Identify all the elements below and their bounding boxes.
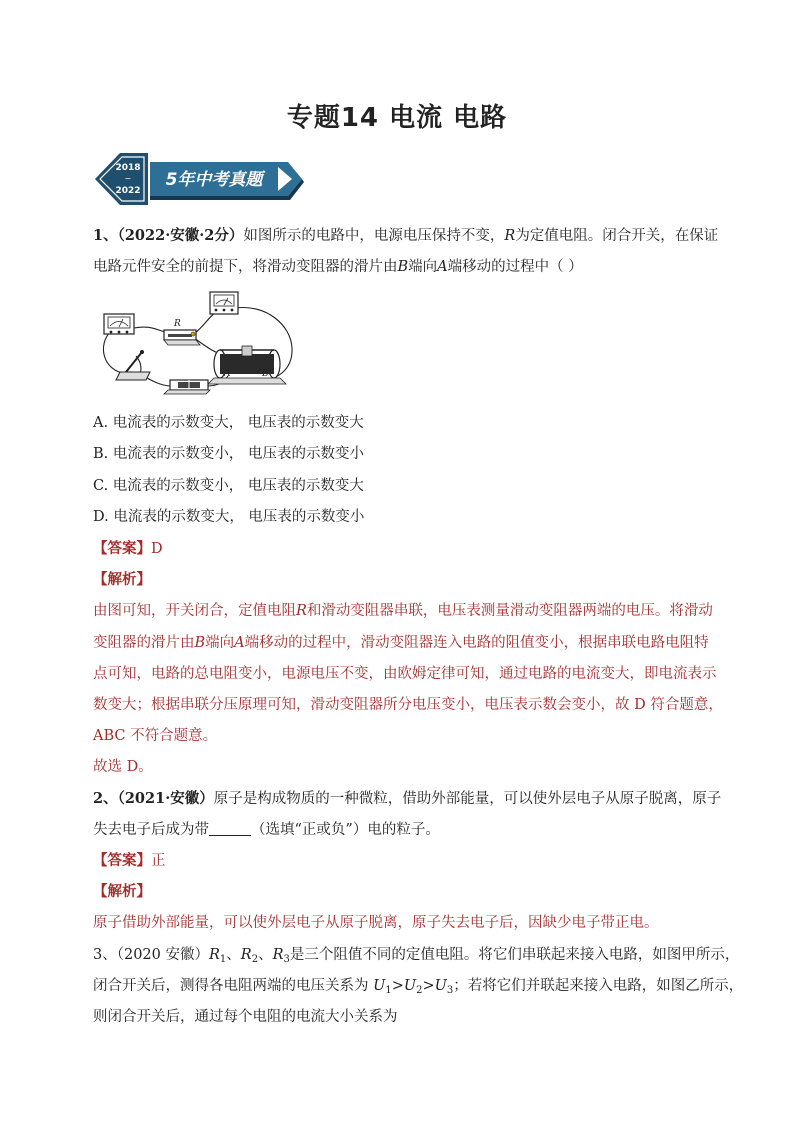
banner-year-dash: ~: [124, 174, 132, 183]
switch-icon: [116, 350, 150, 380]
battery-icon: [164, 380, 210, 394]
q1-analysis-label: 【解析】: [93, 571, 151, 588]
q1-option-c: C. 电流表的示数变小， 电压表的示数变大: [93, 478, 364, 494]
q1-analysis-line3: 点可知，电路的总电阻变小，电源电压不变，由欧姆定律可知，通过电路的电流变大，即电流表示: [93, 666, 717, 682]
q2-stem-line2: 失去电子后成为带 （选填“正或负”）电的粒子。: [93, 822, 440, 838]
q3-stem-line1: 3、（2020 安徽）$R_1$、$R_2$、$R_3$是三个阻值不同的定值电阻。将它们串联起来接入电路，如图甲所示，: [93, 947, 740, 965]
answer-blank: [209, 821, 251, 836]
q2-analysis-label: 【解析】: [93, 883, 151, 900]
q2-source: （2021·安徽）: [117, 790, 214, 807]
q1-analysis-line1: 由图可知，开关闭合，定值电阻R和滑动变阻器串联，电压表测量滑动变阻器两端的电压。将滑动: [93, 603, 713, 619]
section-banner: [92, 150, 304, 208]
q1-stem-line2: 电路元件安全的前提下，将滑动变阻器的滑片由B端向A端移动的过程中（ ）: [93, 259, 583, 275]
resistor-icon: [164, 330, 200, 345]
q2-answer: 【答案】正: [93, 852, 166, 869]
ammeter-icon: [104, 314, 134, 334]
resistor-label: R: [174, 319, 181, 329]
rheostat-label-a: A: [224, 369, 231, 379]
banner-label: 5年中考真题: [165, 170, 263, 190]
q1-source: （2022·安徽·2分）: [117, 227, 244, 244]
q1-analysis-line2: 变阻器的滑片由B端向A端移动的过程中，滑动变阻器连入电路的阻值变小，根据串联电路电阻特: [93, 635, 709, 651]
page-title: 专题14 电流 电路: [286, 103, 508, 133]
q2-number: 2、: [93, 790, 118, 807]
answer-label: 【答案】: [93, 852, 151, 869]
answer-label: 【答案】: [93, 540, 151, 557]
rheostat-icon: [208, 346, 286, 384]
banner-year-start: 2018: [115, 163, 141, 173]
q1-analysis-line5: ABC 不符合题意。: [93, 728, 218, 744]
q1-option-b: B. 电流表的示数变小， 电压表的示数变小: [93, 446, 364, 462]
q1-stem-line1: 1、（2022·安徽·2分）如图所示的电路中，电源电压保持不变，R为定值电阻。闭合开关，在保证: [93, 227, 719, 244]
q3-source: （2020 安徽）: [116, 947, 209, 963]
q1-number: 1、: [93, 227, 118, 244]
q1-conclusion: 故选 D。: [93, 759, 153, 775]
q3-stem-line2: 闭合开关后，测得各电阻两端的电压关系为 $U_1>U_2>U_3$；若将它们并联起来接入电路，如图乙所示，: [93, 978, 744, 996]
q3-number: 3、: [93, 947, 117, 963]
q1-answer: 【答案】D: [93, 540, 163, 557]
banner-badge: [95, 153, 148, 205]
q1-analysis-line4: 数变大；根据串联分压原理可知，滑动变阻器所分电压变小，电压表示数会变小，故 D 符合题意，: [93, 697, 723, 713]
q1-option-a: A. 电流表的示数变大， 电压表的示数变大: [93, 415, 364, 431]
q2-stem-line1: 2、（2021·安徽）原子是构成物质的一种微粒，借助外部能量，可以使外层电子从原子脱离，原子: [93, 790, 722, 807]
circuit-figure: [96, 290, 296, 395]
rheostat-label-b: B: [262, 369, 269, 379]
q2-analysis: 原子借助外部能量，可以使外层电子从原子脱离，原子失去电子后，因缺少电子带正电。: [93, 915, 659, 931]
q1-option-d: D. 电流表的示数变大， 电压表的示数变小: [93, 509, 365, 525]
banner-year-end: 2022: [115, 186, 141, 196]
voltmeter-icon: [210, 292, 238, 314]
q3-stem-line3: 则闭合开关后，通过每个电阻的电流大小关系为: [93, 1009, 398, 1025]
